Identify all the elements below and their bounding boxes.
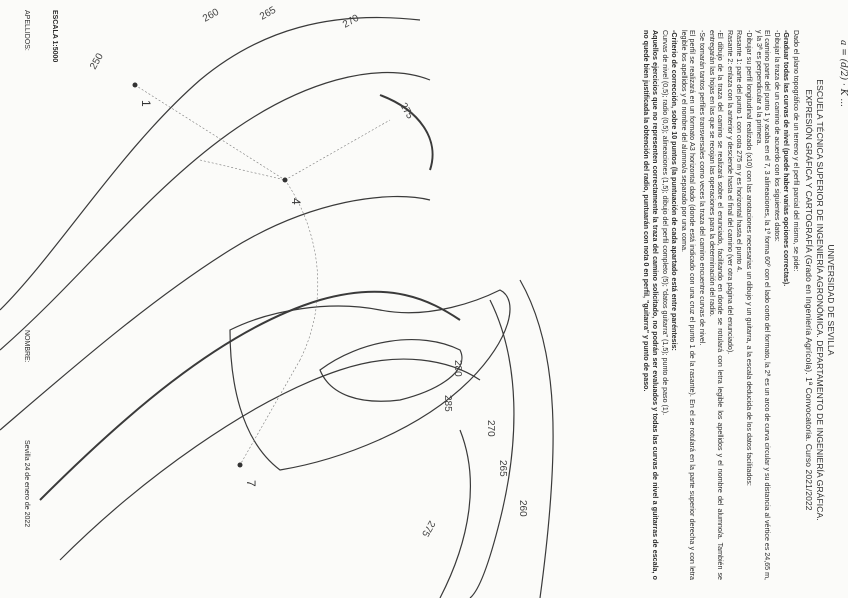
handwritten-note: a = (d/2) · K ... — [838, 40, 848, 107]
contour-label: 250 — [88, 51, 106, 72]
scale-label: ESCALA 1:5000 — [51, 10, 58, 63]
instruction-line: Rasante 2: enlaza con la anterior y desciende hasta el final del camino (ver otra página del enunciado). — [725, 30, 734, 355]
contour-label: 265 — [258, 4, 278, 23]
exam-instructions — [641, 30, 800, 580]
university-name: UNIVERSIDAD DE SEVILLA — [826, 244, 836, 356]
nombre-label: NOMBRE: — [23, 330, 30, 363]
school-name: ESCUELA TÉCNICA SUPERIOR DE INGENIERÍA AGRONÓMICA. DEPARTAMENTO DE INGENIERÍA GRÁFICA. — [815, 79, 825, 521]
instruction-line: Rasante 1: parte del punto 1 con cota 275 m y es horizontal hasta el punto 4. — [735, 30, 744, 273]
point-label: 1 — [139, 100, 153, 107]
apellidos-label: APELLIDOS: — [23, 10, 30, 51]
instruction-line: Aquellos ejercicios que no representen correctamente la traza del camino solicitado, no podrán ser evaluados y todas las curvas de nivel a guitarras de escala, o no quede bien justificada la obtención del radio, puntuarán con nota 0 en perfil, "guitarra" y punto de paso. — [642, 30, 660, 580]
contour-label: 285 — [442, 395, 453, 412]
contour-label: 260 — [201, 6, 221, 25]
point-label: 7 — [244, 480, 258, 487]
contour-label: 270 — [341, 12, 361, 31]
instruction-line: -Dibujar la traza de un camino de acuerdo con los siguientes datos: — [772, 30, 781, 242]
instruction-line: -Criterio de corrección, sobre 10 puntos (la puntuación de cada apartado está entre paréntesis: — [670, 30, 679, 351]
course-line: EXPRESIÓN GRÁFICA Y CARTOGRAFÍA (Grado en Ingeniería Agrícola). 1ª Convocatoria. Curso 2021/2022 — [804, 89, 814, 511]
instruction-line: El camino parte del punto 1 y acaba en el 7, 3 alineaciones, la 1ª forma 60º con el lado corto del formato, la 2ª es un arco de curva circular y su distancia al vértice es 24,65 m, y la 3ª es perpendicular a la primera. — [754, 30, 772, 580]
instruction-line: -Graduar todas las curvas de nivel (puede haber varias opciones correctas). — [782, 30, 791, 287]
contour-label: 275 — [397, 101, 416, 121]
date-label: Sevilla 24 de enero de 2022 — [23, 440, 30, 528]
contour-label: 270 — [485, 420, 496, 437]
instruction-line: El perfil se realizará en un formato A3 horizontal dado (donde está indicado con una cruz el punto 1 de la rasante). En el se rotulará en la parte superior derecha y con letra legible los apellidos y el nombre del alumno/a separado por una coma. — [679, 30, 697, 580]
instruction-line: -El dibujo de la traza del camino se realizará sobre el enunciado, facilitando en donde se rotulará con letra legible los apellidos y el nombre del alumno/a. También se entregarán las hojas en las que se recojan las operaciones para la determinación del radio. — [707, 30, 725, 580]
contour-label: 260 — [517, 500, 528, 517]
contour-label: 265 — [497, 460, 508, 477]
instruction-line: Dado el plano topográfico de un terreno y el perfil parcial del mismo, se pide: — [792, 30, 800, 272]
contour-label: 280 — [452, 360, 463, 377]
instruction-line: Curvas de nivel (0,5); radio (0,5); alineaciones (1,5); dibujo del perfil completo (5); "datos guitarra" (1,5); punto de paso (1). — [660, 30, 669, 416]
instruction-line: -Se tomarán tantos perfiles transversales como veces la traza del camino encuentre curvas de nivel. — [698, 30, 707, 346]
contour-label: 275 — [419, 518, 437, 539]
document-header — [803, 30, 836, 570]
instruction-line: -Dibujar su perfil longitudinal realizado (x10) con las anotaciones necesarias un dibujo y un guitarra, a la escala deducida de los datos facilitados: — [745, 30, 754, 486]
point-label: 4 — [289, 198, 303, 205]
